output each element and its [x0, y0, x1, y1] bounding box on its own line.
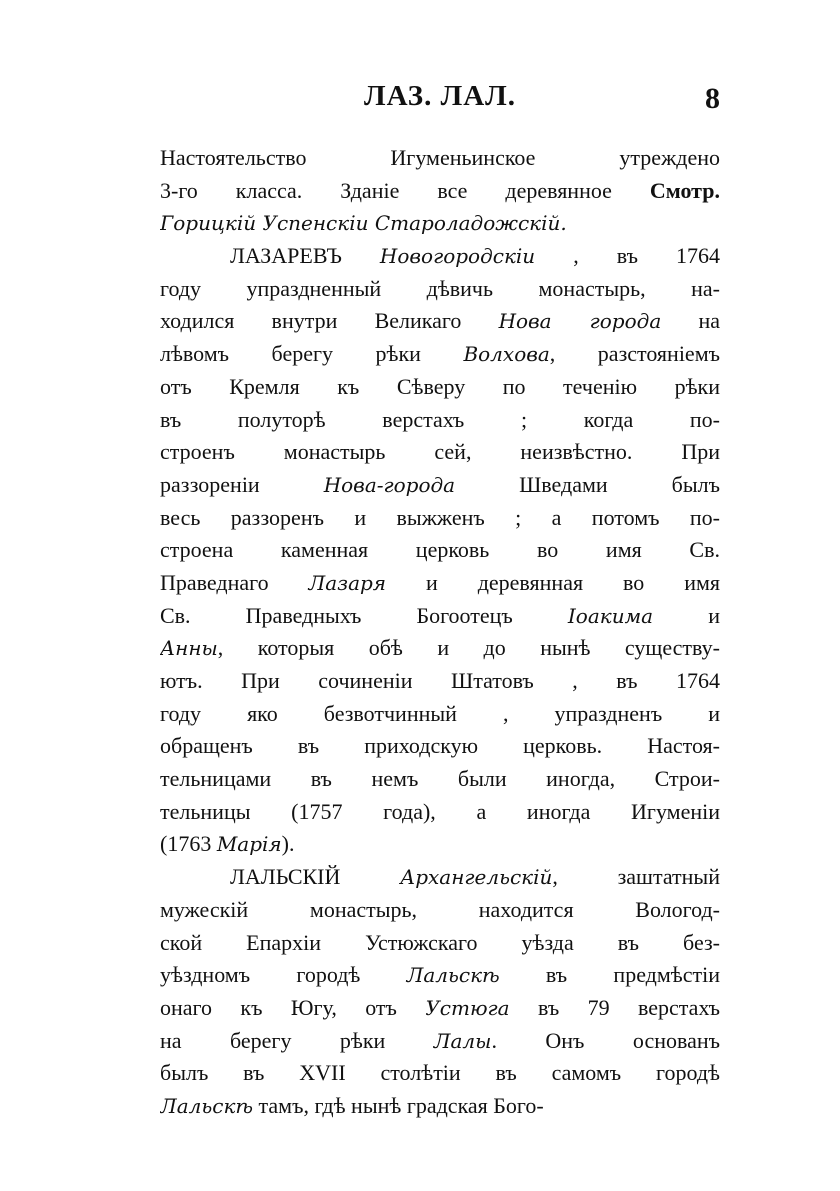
text-segment: Настоятельство Игуменьинское утреждено: [160, 145, 720, 170]
text-line: [160, 1057, 720, 1090]
text-segment: раззореніи: [160, 471, 324, 497]
text-line: [160, 142, 720, 175]
text-segment: . Онъ основанъ: [491, 1027, 720, 1053]
running-head-title: ЛАЗ. ЛАЛ.: [363, 80, 517, 112]
text-segment: весь раззоренъ и выжженъ ; а потомъ по-: [160, 504, 720, 530]
text-segment: ЛАЛЬСКІЙ: [230, 864, 401, 890]
text-line: [160, 665, 720, 698]
running-head: [160, 80, 720, 120]
text-segment: Праведнаго: [160, 569, 309, 595]
italic-name: Лальскѣ: [406, 963, 500, 988]
text-line: [160, 534, 720, 567]
text-line: [160, 763, 720, 796]
italic-name: Нова города: [498, 309, 662, 334]
text-line: [160, 927, 720, 960]
italic-name: Іоакима: [567, 603, 654, 628]
text-line: [160, 469, 720, 502]
text-segment: онаго къ Югу, отъ: [160, 994, 426, 1020]
text-line: [160, 828, 720, 861]
italic-name: Лальскѣ: [160, 1093, 254, 1118]
text-segment: ).: [281, 831, 295, 857]
text-segment: мужескій монастырь, находится Вологод-: [160, 896, 720, 922]
text-segment: тамъ, гдѣ нынѣ градская Бого-: [253, 1092, 544, 1118]
text-segment: , разстояніемъ: [549, 341, 720, 367]
italic-name: Волхова: [463, 342, 550, 367]
text-segment: ЛАЗАРЕВЪ: [230, 243, 380, 269]
italic-name: Марія: [216, 832, 282, 857]
text-segment: ходился внутри Великаго: [160, 308, 499, 334]
text-line: [160, 567, 720, 600]
text-segment: въ предмѣстіи: [499, 962, 720, 988]
text-line: [160, 796, 720, 829]
text-line: [160, 175, 720, 208]
text-line: [160, 273, 720, 306]
text-segment: Шведами былъ: [455, 471, 720, 497]
text-segment: , въ 1764: [535, 243, 720, 269]
text-segment: ской Епархіи Устюжскаго уѣзда въ без-: [160, 929, 720, 955]
text-line: [160, 861, 720, 894]
italic-name: Анны: [160, 636, 218, 661]
text-line: [160, 959, 720, 992]
text-segment: на берегу рѣки: [160, 1027, 434, 1053]
text-segment: уѣздномъ городѣ: [160, 962, 407, 988]
text-segment: Св. Праведныхъ Богоотецъ: [160, 602, 568, 628]
text-segment: , которыя обѣ и до нынѣ существу-: [217, 635, 720, 661]
text-segment: , заштатный: [552, 864, 720, 890]
text-segment: въ полуторѣ верстахъ ; когда по-: [160, 406, 720, 432]
text-segment: строенъ монастырь сей, неизвѣстно. При: [160, 439, 720, 465]
text-segment: (1763: [160, 831, 217, 857]
text-line: [160, 600, 720, 633]
text-segment: отъ Кремля къ Сѣверу по теченію рѣки: [160, 373, 720, 399]
text-segment: на: [661, 308, 720, 334]
text-line: [160, 207, 720, 240]
text-segment: тельницами въ немъ были иногда, Строи-: [160, 766, 720, 792]
text-segment: и деревянная во имя: [386, 569, 720, 595]
text-segment: Смотр.: [649, 177, 720, 203]
text-line: [160, 894, 720, 927]
text-line: [160, 502, 720, 535]
text-line: [160, 1090, 720, 1123]
text-line: [160, 992, 720, 1025]
text-line: [160, 1025, 720, 1058]
text-segment: обращенъ въ приходскую церковь. Настоя-: [160, 733, 720, 759]
text-line: [160, 632, 720, 665]
text-line: [160, 404, 720, 437]
text-segment: ютъ. При сочиненіи Штатовъ , въ 1764: [160, 668, 720, 693]
italic-name: Нова-города: [323, 472, 456, 497]
text-line: [160, 338, 720, 371]
page-number: 8: [705, 82, 720, 115]
text-segment: въ 79 верстахъ: [509, 994, 720, 1020]
text-segment: былъ въ XVII столѣтіи въ самомъ городѣ: [160, 1060, 720, 1086]
text-segment: году яко безвотчинный , упраздненъ и: [160, 700, 720, 726]
italic-name: Горицкій Успенскіи Староладожскій.: [160, 211, 567, 236]
text-line: [160, 305, 720, 338]
text-segment: 3-го класса. Зданіе все деревянное: [160, 177, 650, 203]
text-segment: строена каменная церковь во имя Св.: [160, 537, 720, 563]
text-segment: году упраздненный дѣвичь монастырь, на-: [160, 275, 720, 301]
text-line: [160, 240, 720, 273]
text-line: [160, 730, 720, 763]
text-line: [160, 371, 720, 404]
italic-name: Архангельскій: [400, 865, 553, 890]
text-segment: и: [653, 602, 720, 628]
italic-name: Новогородскіи: [379, 244, 536, 269]
italic-name: Лалы: [433, 1028, 492, 1053]
italic-name: Лазаря: [308, 570, 387, 595]
body-text: [160, 142, 720, 1123]
text-line: [160, 436, 720, 469]
italic-name: Устюга: [425, 995, 510, 1020]
text-line: [160, 698, 720, 731]
text-segment: лѣвомъ берегу рѣки: [160, 341, 464, 367]
text-segment: тельницы (1757 года), а иногда Игуменіи: [160, 798, 720, 824]
